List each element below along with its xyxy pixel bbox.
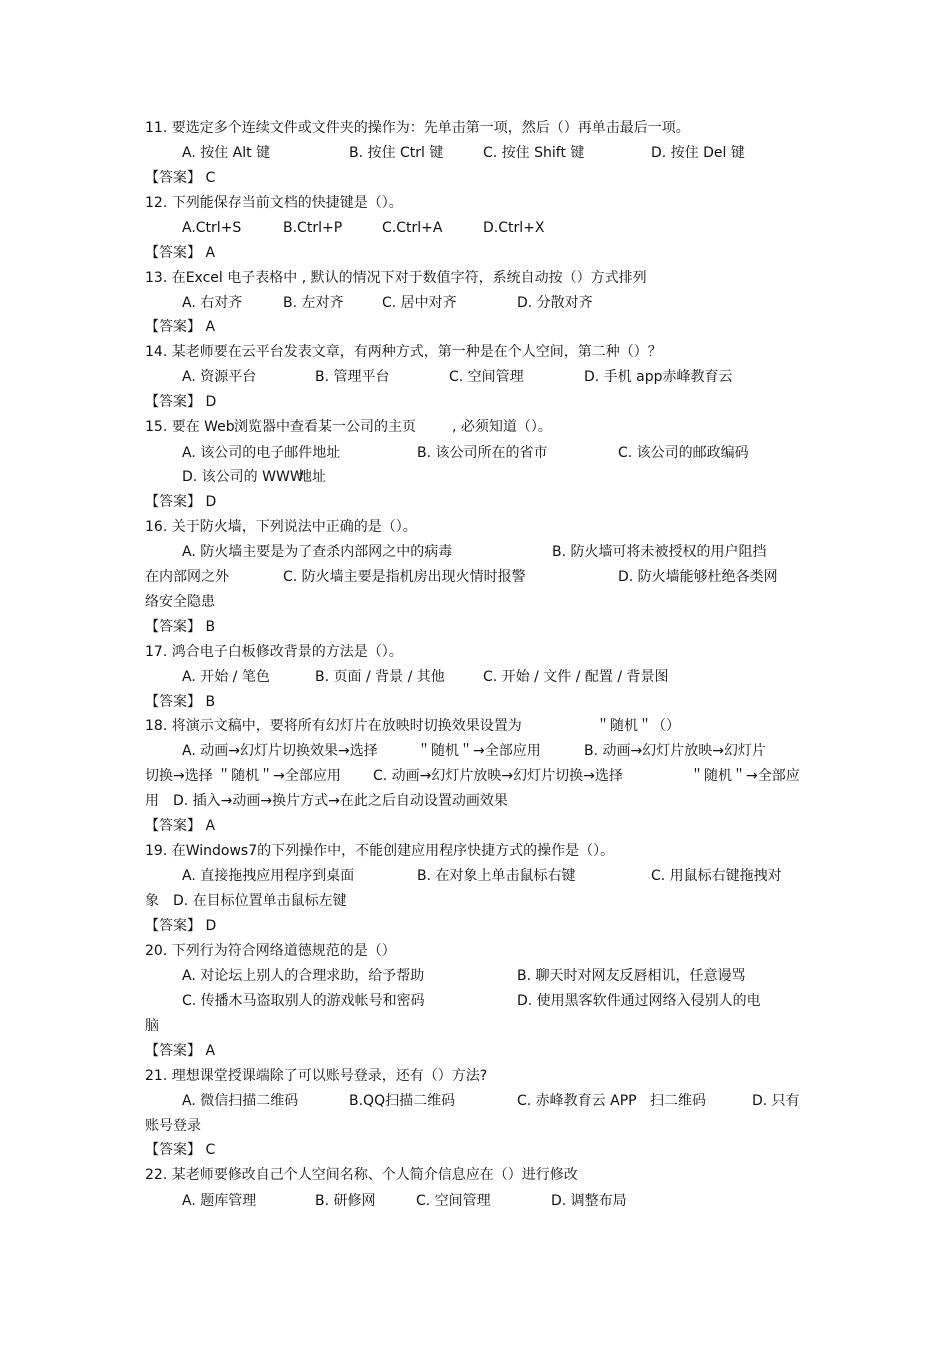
question-13-answer: 【答案】 A [145, 319, 216, 335]
question-18-stem-part-1: 18. 将演示文稿中，要将所有幻灯片在放映时切换效果设置为 [145, 718, 522, 734]
question-13-stem: 13. 在Excel 电子表格中 , 默认的情况下对于数值字符，系统自动按（）方式排列 [145, 270, 647, 286]
question-14-stem: 14. 某老师要在云平台发表文章，有两种方式，第一种是在个人空间，第二种（）？ [145, 344, 662, 360]
question-11-option-b: B. 按住 Ctrl 键 [349, 145, 444, 161]
question-18-answer: 【答案】 A [145, 818, 216, 834]
question-15-option-a: A. 该公司的电子邮件地址 [182, 445, 341, 461]
question-21-option-b: B.QQ扫描二维码 [349, 1093, 456, 1109]
question-17-answer: 【答案】 B [145, 694, 216, 710]
question-18-option-c-part-1: C. 动画→幻灯片放映→幻灯片切换→选择 [373, 768, 623, 784]
question-13-option-c: C. 居中对齐 [382, 295, 457, 311]
question-18-option-d: D. 插入→动画→换片方式→在此之后自动设置动画效果 [173, 793, 508, 809]
question-15-stem-part-3: , 必须知道（）。 [452, 419, 552, 435]
question-14-option-d: D. 手机 app赤峰教育云 [584, 369, 733, 385]
question-22-option-c: C. 空间管理 [416, 1193, 491, 1209]
question-16-option-a: A. 防火墙主要是为了查杀内部网之中的病毒 [182, 544, 453, 560]
question-20-option-a: A. 对论坛上别人的合理求助，给予帮助 [182, 968, 425, 984]
question-12-option-a: A.Ctrl+S [182, 220, 242, 236]
question-17-option-b: B. 页面 / 背景 / 其他 [315, 669, 445, 685]
question-13-option-b: B. 左对齐 [283, 295, 344, 311]
question-16-option-d-line-2: 络安全隐患 [145, 594, 215, 610]
question-19-option-c-line-1: C. 用鼠标右键拖拽对 [651, 868, 782, 884]
question-18-option-c-line-2: 用 [145, 793, 159, 809]
question-22-stem: 22. 某老师要修改自己个人空间名称、个人简介信息应在（）进行修改 [145, 1167, 578, 1183]
question-12-answer: 【答案】 A [145, 245, 216, 261]
question-15-option-c: C. 该公司的邮政编码 [618, 445, 749, 461]
question-16-option-b-line-1: B. 防火墙可将未被授权的用户阻挡 [552, 544, 767, 560]
question-18-option-a-part-2: ＂随机＂→全部应用 [417, 743, 541, 759]
question-17-stem: 17. 鸿合电子白板修改背景的方法是（）。 [145, 644, 403, 660]
question-12-option-d: D.Ctrl+X [483, 220, 545, 236]
question-20-option-d-line-2: 脑 [145, 1018, 159, 1034]
question-21-option-d-line-2: 账号登录 [145, 1118, 201, 1134]
question-14-option-a: A. 资源平台 [182, 369, 257, 385]
question-18-stem-part-2: ＂随机＂（） [596, 718, 680, 734]
question-15-answer: 【答案】 D [145, 494, 217, 510]
question-20-option-c: C. 传播木马盗取别人的游戏帐号和密码 [182, 993, 425, 1009]
question-19-answer: 【答案】 D [145, 918, 217, 934]
question-16-answer: 【答案】 B [145, 619, 216, 635]
question-16-option-b-line-2: 在内部网之外 [145, 569, 229, 585]
question-19-option-d: D. 在目标位置单击鼠标左键 [173, 893, 347, 909]
question-21-stem: 21. 理想课堂授课端除了可以账号登录，还有（）方法? [145, 1068, 488, 1084]
question-13-option-a: A. 右对齐 [182, 295, 243, 311]
question-19-option-b: B. 在对象上单击鼠标右键 [417, 868, 576, 884]
question-21-option-c-part-2: 扫二维码 [650, 1093, 706, 1109]
question-18-option-b-line-1: B. 动画→幻灯片放映→幻灯片 [584, 743, 766, 759]
question-11-option-d: D. 按住 Del 键 [651, 145, 745, 161]
question-14-option-c: C. 空间管理 [449, 369, 524, 385]
question-21-option-d-line-1: D. 只有 [752, 1093, 800, 1109]
question-18-option-a-part-1: A. 动画→幻灯片切换效果→选择 [182, 743, 378, 759]
question-16-stem: 16. 关于防火墙，下列说法中正确的是（）。 [145, 519, 417, 535]
question-18-option-b-line-2: 切换→选择 ＂随机＂→全部应用 [145, 768, 341, 784]
question-17-option-c: C. 开始 / 文件 / 配置 / 背景图 [483, 669, 669, 685]
question-19-option-a: A. 直接拖拽应用程序到桌面 [182, 868, 355, 884]
question-13-option-d: D. 分散对齐 [517, 295, 593, 311]
question-15-option-d-part-1: D. 该公司的 WWW [182, 469, 304, 485]
question-19-option-c-line-2: 象 [145, 893, 159, 909]
question-21-option-c-part-1: C. 赤峰教育云 APP [517, 1093, 637, 1109]
question-15-stem-part-1: 15. 要在 Web [145, 419, 235, 435]
question-20-answer: 【答案】 A [145, 1043, 216, 1059]
question-22-option-b: B. 研修网 [315, 1193, 376, 1209]
question-11-option-a: A. 按住 Alt 键 [182, 145, 271, 161]
question-16-option-d-line-1: D. 防火墙能够杜绝各类网 [618, 569, 778, 585]
question-15-option-b: B. 该公司所在的省市 [417, 445, 548, 461]
question-17-option-a: A. 开始 / 笔色 [182, 669, 270, 685]
question-22-option-d: D. 调整布局 [551, 1193, 627, 1209]
question-20-stem: 20. 下列行为符合网络道德规范的是（） [145, 943, 396, 959]
question-20-option-b: B. 聊天时对网友反唇相讥，任意谩骂 [517, 968, 746, 984]
question-12-option-c: C.Ctrl+A [382, 220, 443, 236]
question-11-answer: 【答案】 C [145, 170, 216, 186]
question-20-option-d-line-1: D. 使用黑客软件通过网络入侵别人的电 [517, 993, 761, 1009]
question-12-stem: 12. 下列能保存当前文档的快捷键是（）。 [145, 195, 403, 211]
question-21-option-a: A. 微信扫描二维码 [182, 1093, 299, 1109]
question-22-option-a: A. 题库管理 [182, 1193, 257, 1209]
question-14-answer: 【答案】 D [145, 394, 217, 410]
question-14-option-b: B. 管理平台 [315, 369, 390, 385]
question-19-stem: 19. 在Windows7的下列操作中，不能创建应用程序快捷方式的操作是（）。 [145, 843, 615, 859]
question-15-option-d-part-2: 地址 [298, 469, 326, 485]
question-21-answer: 【答案】 C [145, 1142, 216, 1158]
question-11-option-c: C. 按住 Shift 键 [483, 145, 585, 161]
question-11-stem: 11. 要选定多个连续文件或文件夹的操作为：先单击第一项，然后（）再单击最后一项。 [145, 120, 690, 136]
question-12-option-b: B.Ctrl+P [283, 220, 343, 236]
question-15-stem-part-2: 浏览器中查看某一公司的主页 [234, 419, 416, 435]
question-18-option-c-part-2: ＂随机＂→全部应 [690, 768, 800, 784]
question-16-option-c: C. 防火墙主要是指机房出现火情时报警 [283, 569, 526, 585]
